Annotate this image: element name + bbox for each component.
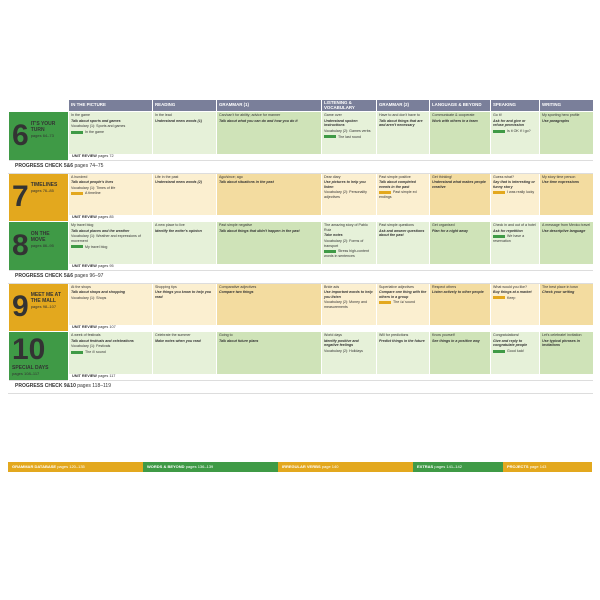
lesson-extra	[71, 350, 150, 355]
lesson-vocabulary: Vocabulary (1): Times of life	[71, 185, 116, 190]
lesson-cell[interactable]	[377, 332, 430, 374]
lesson-objective: Understand news words (1)	[155, 118, 202, 123]
lesson-objective: Talk about sports and games	[71, 118, 121, 123]
progress-check-pages: pages 96–97	[74, 273, 104, 280]
progress-check-pages: pages 118–119	[77, 383, 111, 390]
lesson-title: Game over	[324, 113, 342, 118]
lesson-extra-label: The last round	[338, 134, 361, 139]
lesson-cell[interactable]	[491, 173, 540, 215]
lesson-cell[interactable]	[540, 332, 593, 374]
unit-review-label: UNIT REVIEW	[72, 325, 97, 330]
footer-grammar-database[interactable]: GRAMMAR DATABASE pages 120–135	[8, 462, 143, 472]
lesson-title: Have to and don't have to	[379, 113, 420, 118]
unit-review-label: UNIT REVIEW	[72, 373, 97, 378]
unit-row	[9, 222, 593, 264]
lesson-cell[interactable]	[153, 173, 217, 215]
lesson-cell[interactable]	[377, 173, 430, 215]
lesson-cell[interactable]	[217, 332, 322, 374]
unit-pages: pages 108–117	[12, 371, 40, 377]
lesson-cell[interactable]	[540, 112, 593, 154]
lesson-title: Check in and out of a hotel	[493, 223, 536, 228]
lesson-cell[interactable]	[153, 222, 217, 264]
lesson-cell[interactable]	[491, 112, 540, 154]
lesson-cell[interactable]	[491, 283, 540, 325]
unit-title: SPECIAL DAYS	[12, 365, 49, 372]
footer-irregular-verbs[interactable]: IRREGULAR VERBS page 140	[278, 462, 413, 472]
lesson-title: The amazing story of Pablo Ruiz	[324, 223, 368, 232]
lesson-cell[interactable]	[69, 222, 153, 264]
lesson-title: My travel blog	[71, 223, 94, 228]
header-grammar-1: GRAMMAR (1)	[217, 100, 322, 112]
lesson-vocabulary: Vocabulary (1): Sports and games	[71, 124, 126, 129]
unit-pages: pages 76–85	[30, 188, 54, 194]
lesson-extra-label: Good luck!	[507, 348, 525, 353]
video-bar-icon	[71, 245, 83, 248]
lesson-title: Superlative adjectives	[379, 284, 414, 289]
lesson-extra	[379, 300, 427, 305]
lesson-objective: Talk about things that are and aren't necessary	[379, 118, 423, 128]
header-speaking: SPEAKING	[491, 100, 540, 112]
unit-title-cell[interactable]	[9, 112, 69, 161]
lesson-objective: Make notes when you read	[155, 338, 201, 343]
lesson-cell[interactable]	[322, 112, 377, 154]
lesson-title: Past simple positive	[379, 174, 411, 179]
lesson-extra-label: Keep	[507, 295, 516, 300]
lesson-objective: Ask and answer questions about the past	[379, 228, 425, 238]
unit-title: IT'S YOUR TURN	[30, 120, 56, 133]
unit-title: MEET ME AT THE MALL	[30, 292, 61, 305]
lesson-vocabulary: Vocabulary (1): Weather and expressions of movement	[71, 234, 141, 243]
lesson-title: Can/can't for ability; advice for manner	[219, 113, 281, 118]
lesson-cell[interactable]	[153, 112, 217, 154]
unit-review-label: UNIT REVIEW	[72, 215, 97, 220]
header-reading: READING	[153, 100, 217, 112]
unit-review-pages: pages 107	[97, 325, 116, 330]
lesson-extra	[493, 129, 537, 134]
unit-number: 10	[12, 333, 46, 367]
lesson-objective: Work with others in a team	[432, 118, 478, 123]
lesson-title: Comparative adjectives	[219, 284, 257, 289]
lesson-cell[interactable]	[430, 222, 491, 264]
unit-number: 7	[12, 180, 29, 214]
unit-row	[9, 173, 593, 215]
unit-number: 6	[12, 118, 29, 152]
lesson-extra	[493, 190, 537, 195]
lesson-vocabulary: Vocabulary (2): Holidays	[324, 348, 363, 353]
progress-check-row	[9, 380, 593, 393]
lesson-extra	[493, 234, 537, 243]
lesson-objective: See things in a positive way	[432, 338, 480, 343]
lesson-cell[interactable]	[430, 112, 491, 154]
unit-review-pages: pages 72	[97, 153, 114, 158]
lesson-cell[interactable]	[69, 112, 153, 154]
video-bar-icon	[71, 192, 83, 195]
unit-review-pages: pages 117	[97, 373, 116, 378]
lesson-cell[interactable]	[430, 332, 491, 374]
lesson-objective: Talk about what you can do and how you do it	[219, 118, 298, 123]
progress-check-label: PROGRESS CHECK 5&6	[15, 273, 74, 280]
unit-review-pages: pages 95	[97, 263, 114, 268]
lesson-cell[interactable]	[540, 283, 593, 325]
lesson-extra-label: The /i/ sound	[85, 349, 106, 354]
video-bar-icon	[379, 191, 391, 194]
lesson-extra	[71, 191, 150, 196]
video-bar-icon	[493, 350, 505, 353]
lesson-title: The best place in town	[542, 284, 578, 289]
lesson-vocabulary: Vocabulary (2): Forms of transport	[324, 238, 364, 248]
lesson-objective: Talk about future plans	[219, 338, 259, 343]
lesson-cell[interactable]	[217, 173, 322, 215]
progress-check-row	[9, 270, 593, 283]
unit-title-cell[interactable]	[9, 283, 69, 332]
lesson-objective: Use typical phrases in invitations	[542, 338, 580, 348]
lesson-objective: Identify the writer's opinion	[155, 228, 202, 233]
unit-title: ON THE MOVE	[30, 230, 50, 243]
lesson-cell[interactable]	[491, 332, 540, 374]
lesson-title: A message from Mexico travel	[542, 223, 591, 228]
lesson-vocabulary: Vocabulary (1): Festivals	[71, 344, 111, 349]
lesson-cell[interactable]	[69, 283, 153, 325]
lesson-vocabulary: Vocabulary (2): Games verbs	[324, 128, 371, 133]
header-in-the-picture: IN THE PICTURE	[69, 100, 153, 112]
unit-row	[9, 112, 593, 154]
lesson-cell[interactable]	[430, 173, 491, 215]
footer-extras[interactable]: EXTRAS pages 141–142	[413, 462, 503, 472]
lesson-vocabulary: Vocabulary (1): Shops	[71, 295, 107, 300]
lesson-objective: Use descriptive language	[542, 228, 586, 233]
unit-title-cell[interactable]	[9, 173, 69, 222]
video-bar-icon	[324, 250, 336, 253]
lesson-extra-label: The /ə/ sound	[393, 300, 415, 305]
header-blank	[9, 100, 69, 112]
lesson-objective: Use pictures to help you listen	[324, 180, 366, 189]
footer-bar	[8, 462, 592, 472]
lesson-title: Guess what?	[493, 174, 514, 179]
lesson-cell[interactable]	[322, 222, 377, 264]
lesson-objective: Ask for repetition	[493, 228, 523, 233]
lesson-title: World days	[324, 333, 342, 338]
lesson-objective: Use time expressions	[542, 180, 579, 185]
lesson-objective: Understand what makes people creative	[432, 180, 486, 189]
lesson-title: What would you like?	[493, 284, 527, 289]
unit-number: 9	[12, 290, 29, 324]
lesson-extra	[324, 135, 374, 140]
unit-review-label: UNIT REVIEW	[72, 263, 97, 268]
lesson-title: Past simple negative	[219, 223, 253, 228]
lesson-objective: Predict things in the future	[379, 338, 425, 343]
lesson-title: In the game	[71, 113, 90, 118]
lesson-cell[interactable]	[377, 283, 430, 325]
lesson-cell[interactable]	[322, 283, 377, 325]
contents-table	[8, 100, 592, 394]
lesson-extra-label: In the game	[85, 129, 104, 134]
lesson-cell[interactable]	[217, 222, 322, 264]
lesson-vocabulary: Vocabulary (2): Money and measurements	[324, 300, 367, 310]
video-bar-icon	[71, 351, 83, 354]
lesson-title: Bride ads	[324, 284, 340, 289]
lesson-title: Dear diary	[324, 174, 341, 179]
lesson-extra	[71, 130, 150, 135]
header-row	[9, 100, 593, 112]
lesson-cell[interactable]	[69, 332, 153, 374]
progress-check-row	[9, 160, 593, 173]
lesson-title: Get organised	[432, 223, 455, 228]
unit-pages: pages 98–107	[30, 304, 57, 310]
lesson-title: Go it!	[493, 113, 502, 118]
lesson-title: Shopping tips	[155, 284, 177, 289]
lesson-objective: Talk about completed events in the past	[379, 180, 416, 189]
lesson-objective: Compare two things	[219, 290, 254, 295]
lesson-cell[interactable]	[153, 283, 217, 325]
lesson-cell[interactable]	[540, 173, 593, 215]
lesson-objective: Talk about places and the weather	[71, 228, 130, 233]
lesson-objective: Use important words to help you listen	[324, 290, 373, 299]
lesson-vocabulary: Vocabulary (2): Personality adjectives	[324, 190, 367, 200]
lesson-objective: Say that is interesting or funny story	[493, 180, 535, 189]
lesson-title: A week of festivals	[71, 333, 101, 338]
video-bar-icon	[379, 301, 391, 304]
lesson-objective: Identify positive and negative feelings	[324, 338, 359, 348]
header-writing: WRITING	[540, 100, 593, 112]
lesson-title: Communicate & cooperate	[432, 113, 475, 118]
lesson-title: Going to	[219, 333, 233, 338]
lesson-objective: Plan for a night away	[432, 228, 468, 233]
lesson-title: In the lead	[155, 113, 172, 118]
lesson-title: Respect others	[432, 284, 457, 289]
lesson-objective: Use things you know to help you read	[155, 290, 212, 299]
lesson-objective: Talk about shops and shopping	[71, 290, 125, 295]
video-bar-icon	[71, 131, 83, 134]
lesson-cell[interactable]	[491, 222, 540, 264]
lesson-objective: Ask for and give or refuse permission	[493, 118, 526, 128]
lesson-objective: Compare one thing with the others in a group	[379, 290, 427, 299]
lesson-extra	[324, 249, 374, 258]
lesson-extra-label: We have a reservation	[493, 234, 525, 243]
lesson-extra-label: Stress high-content words in sentences	[324, 249, 369, 258]
lesson-objective: Check your writing	[542, 290, 575, 295]
lesson-objective: Talk about festivals and celebrations	[71, 338, 134, 343]
header-grammar-2: GRAMMAR (2)	[377, 100, 430, 112]
lesson-cell[interactable]	[217, 112, 322, 154]
syllabus-grid	[8, 100, 593, 394]
lesson-title: Past simple questions	[379, 223, 414, 228]
lesson-cell[interactable]	[377, 222, 430, 264]
video-bar-icon	[324, 135, 336, 138]
lesson-title: Life in the past	[155, 174, 179, 179]
lesson-title: A hundred	[71, 174, 88, 179]
lesson-title: Celebrate the summer	[155, 333, 191, 338]
lesson-title: My story time person	[542, 174, 576, 179]
unit-review-pages: pages 85	[97, 215, 114, 220]
lesson-title: A new place to live	[155, 223, 185, 228]
unit-row	[9, 332, 593, 374]
lesson-objective: Listen actively to other people	[432, 290, 484, 295]
lesson-extra	[379, 190, 427, 199]
progress-check-cell[interactable]	[9, 380, 593, 393]
unit-pages: pages 86–95	[30, 242, 54, 248]
lesson-cell[interactable]	[377, 112, 430, 154]
unit-review-label: UNIT REVIEW	[72, 153, 97, 158]
header-listening: LISTENING & VOCABULARY	[322, 100, 377, 112]
lesson-cell[interactable]	[430, 283, 491, 325]
lesson-extra-label: I was really lucky	[507, 190, 535, 195]
lesson-cell[interactable]	[322, 332, 377, 374]
lesson-cell[interactable]	[69, 173, 153, 215]
lesson-cell[interactable]	[540, 222, 593, 264]
video-bar-icon	[493, 191, 505, 194]
footer-words-beyond[interactable]: WORDS & BEYOND pages 136–139	[143, 462, 278, 472]
lesson-objective: Talk about situations in the past	[219, 180, 274, 185]
lesson-objective: Talk about things that didn't happen in the past	[219, 228, 300, 233]
progress-check-label: PROGRESS CHECK 9&10	[15, 383, 76, 390]
unit-number: 8	[12, 228, 29, 262]
lesson-objective: Understand spoken instructions	[324, 118, 358, 128]
unit-title: TIMELINES	[30, 182, 58, 189]
lesson-objective: Talk about people's lives	[71, 180, 114, 185]
video-bar-icon	[493, 130, 505, 133]
lesson-extra	[493, 296, 537, 301]
lesson-extra-label: Past simple ed endings	[379, 190, 417, 200]
unit-title-cell[interactable]	[9, 222, 69, 271]
lesson-cell[interactable]	[217, 283, 322, 325]
unit-pages: pages 64–73	[30, 132, 54, 138]
lesson-title: At the shops	[71, 284, 91, 289]
lesson-objective: Use paragraphs	[542, 118, 570, 123]
lesson-title: Ago/since; ago	[219, 174, 243, 179]
footer-projects[interactable]: PROJECTS page 143	[503, 462, 592, 472]
progress-check-pages: pages 74–75	[74, 163, 104, 170]
lesson-cell[interactable]	[153, 332, 217, 374]
lesson-title: Know yourself	[432, 333, 455, 338]
unit-row	[9, 283, 593, 325]
lesson-title: Congratulations!	[493, 333, 520, 338]
lesson-title: Let's celebrate! invitation	[542, 333, 582, 338]
lesson-extra	[71, 245, 150, 250]
lesson-title: Will for predictions	[379, 333, 409, 338]
progress-check-cell[interactable]	[9, 160, 593, 173]
header-language-beyond: LANGUAGE & BEYOND	[430, 100, 491, 112]
video-bar-icon	[493, 235, 505, 238]
lesson-cell[interactable]	[322, 173, 377, 215]
lesson-objective: Take notes	[324, 233, 343, 238]
lesson-objective: Buy things at a market	[493, 290, 532, 295]
video-bar-icon	[493, 296, 505, 299]
progress-check-label: PROGRESS CHECK 5&6	[15, 163, 74, 170]
lesson-objective: Give and reply to congratulate people	[493, 338, 528, 348]
lesson-extra-label: Is it OK if I go?	[507, 128, 531, 133]
progress-check-cell[interactable]	[9, 270, 593, 283]
lesson-title: My sporting hero profile	[542, 113, 580, 118]
lesson-extra	[493, 349, 537, 354]
lesson-objective: Understand news words (2)	[155, 180, 202, 185]
lesson-extra-label: A timeline	[85, 191, 101, 196]
unit-title-cell[interactable]	[9, 332, 69, 381]
lesson-extra-label: My travel blog	[85, 244, 108, 249]
lesson-title: Get thinking!	[432, 174, 453, 179]
